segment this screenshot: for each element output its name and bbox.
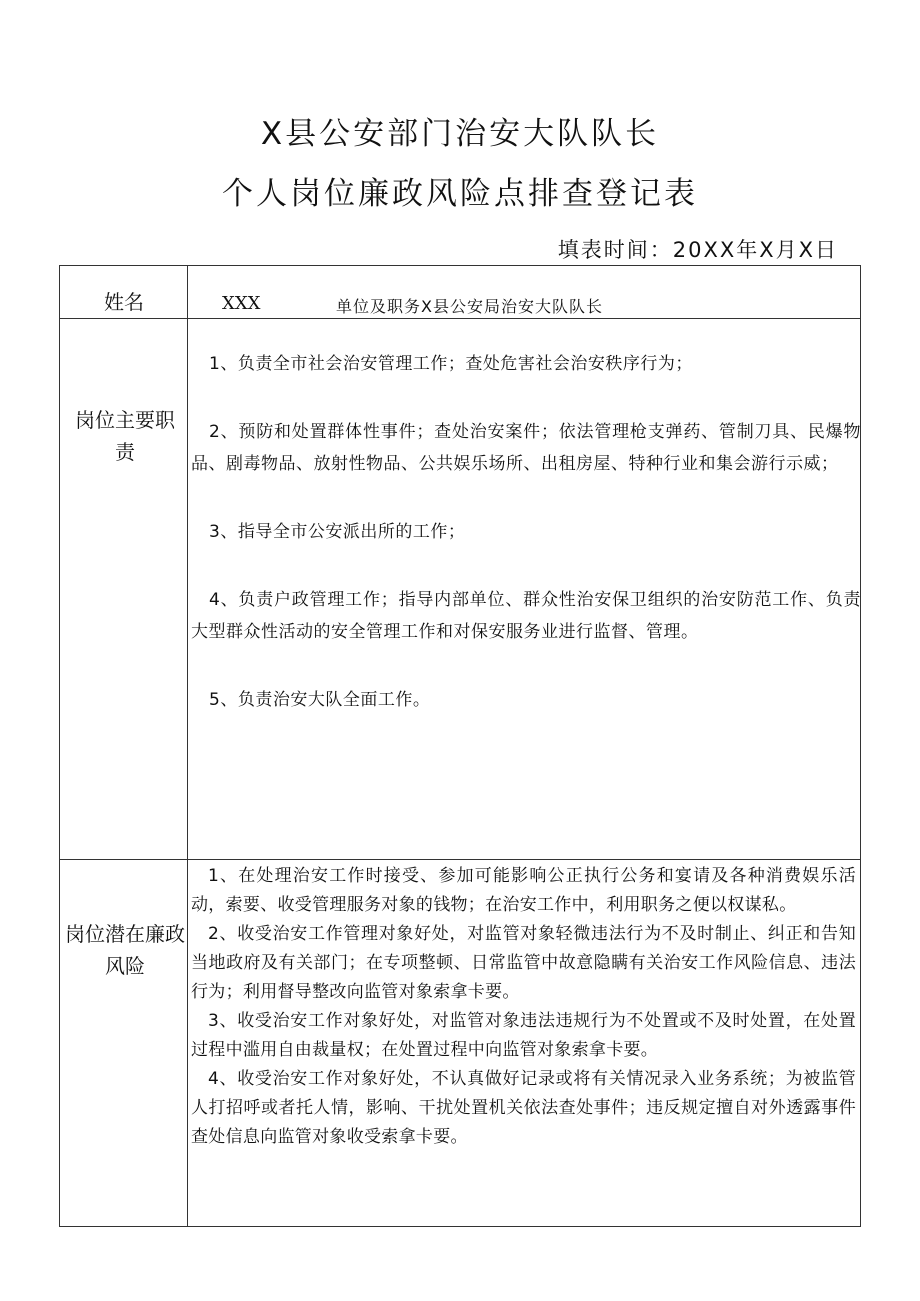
duties-content [191, 348, 861, 752]
document-title-line1: X县公安部门治安大队队长 [260, 116, 660, 152]
duty-item: 2、预防和处置群体性事件；查处治安案件；依法管理枪支弹药、管制刀具、民爆物品、剧毒物品、放射性物品、公共娱乐场所、出租房屋、特种行业和集会游行示威； [191, 422, 861, 474]
duties-label: 岗位主要职责 [75, 408, 175, 464]
risk-item: 3、收受治安工作对象好处，对监管对象违法违规行为不处置或不及时处置，在处置过程中滥用自由裁量权；在处置过程中向监管对象索拿卡要。 [191, 1011, 856, 1060]
row-divider [60, 318, 860, 319]
document-title-line2: 个人岗位廉政风险点排查登记表 [222, 176, 698, 212]
name-label: 姓名 [104, 290, 144, 314]
risks-content [191, 862, 856, 1152]
risk-item: 4、收受治安工作对象好处，不认真做好记录或将有关情况录入业务系统；为被监管人打招呼或者托人情，影响、干扰处置机关依法查处事件；违反规定擅自对外透露事件查处信息向监管对象收受索拿卡要。 [191, 1069, 856, 1147]
registration-table [59, 265, 861, 1227]
risk-item: 2、收受治安工作管理对象好处，对监管对象轻微违法行为不及时制止、纠正和告知当地政府及有关部门；在专项整顿、日常监管中故意隐瞒有关治安工作风险信息、违法行为；利用督导整改向监管对象索拿卡要。 [191, 924, 856, 1002]
column-divider [187, 266, 188, 1226]
name-value: XXX [222, 293, 261, 314]
duty-item: 4、负责户政管理工作；指导内部单位、群众性治安保卫组织的治安防范工作、负责大型群众性活动的安全管理工作和对保安服务业进行监督、管理。 [191, 590, 861, 642]
duty-item: 1、负责全市社会治安管理工作；查处危害社会治安秩序行为； [209, 354, 693, 374]
row-divider [60, 859, 860, 860]
duty-item: 5、负责治安大队全面工作。 [209, 690, 431, 710]
risk-item: 1、在处理治安工作时接受、参加可能影响公正执行公务和宴请及各种消费娱乐活动，索要、收受管理服务对象的钱物；在治安工作中，利用职务之便以权谋私。 [191, 866, 856, 915]
duty-item: 3、指导全市公安派出所的工作； [209, 522, 466, 542]
risk-label: 岗位潜在廉政风险 [65, 922, 185, 978]
unit-position: 单位及职务X县公安局治安大队队长 [336, 297, 603, 316]
fill-time: 填表时间：20XX年X月X日 [557, 238, 838, 262]
